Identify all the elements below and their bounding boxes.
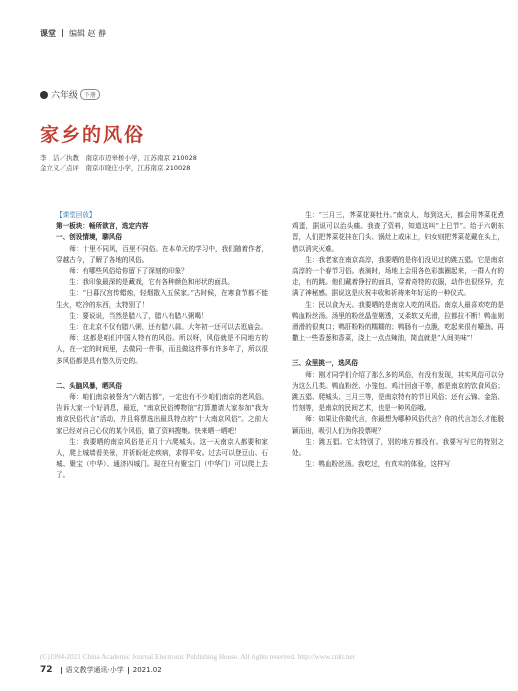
paragraph: 生：“三月三，荠菜花赛牡丹。”南京人，每到这天，都会用荠菜花煮鸡蛋，据说可以治头痛。我查了资料，知道这叫“上巳节”。给于六朝东晋，人们把荠菜花挂在门头、锅灶上或床上，妇女则把荠菜花戴在头上，借以消灾灭难。	[292, 211, 504, 253]
header-divider	[62, 29, 63, 37]
page-footer	[40, 665, 162, 675]
section-heading: 第一板块：畅所欲言，选定内容	[56, 222, 149, 231]
copyright-watermark: (C)1994-2021 China Academic Journal Electronic Publishing House. All rights reserved. http://www.cnki.net	[40, 653, 355, 661]
section-heading: 三、众里挑一，选风俗	[292, 359, 358, 368]
paragraph: 师：如果让你做代言，你最想为哪种风俗代言？你的代言怎么才能脱颖而出，吸引人们为你投票呢？	[292, 415, 504, 435]
paragraph: 生：在北京不仅有腊八粥，还有腊八蒜。大年初一还可以去逛庙会。	[69, 323, 267, 332]
paragraph: 生：民以食为天。我要晒的是南京人吃的风俗。南京人最喜欢吃的是鸭血粉丝汤。汤里的粉丝晶莹剔透，又柔软又光滑，拉都拉不断！鸭血则滑滑的很爽口；鸭肝粉粉的糯糯的；鸭肠有一点脆，吃起来很有嚼劲。再撒上一些香葱和香菜，浇上一点点辣油，简直就是“人间美味”！	[292, 300, 504, 343]
author-line: 李 洁／执教 南京市迈皋桥小学，江苏南京 210028	[40, 154, 197, 162]
grade-text: 六年级	[51, 91, 79, 101]
paragraph: 师：有哪些风俗给你留下了深刻的印象？	[69, 267, 188, 276]
header-section: 课堂	[40, 29, 56, 38]
header-editor: 编辑 赵 静	[69, 29, 107, 38]
author-line: 金立义／点评 南京市晓庄小学，江苏南京 210028	[40, 164, 191, 172]
author-block	[40, 153, 197, 173]
paragraph: 生：跳五猖。它太特别了，别的地方都没有。我要写写它的特别之处。	[292, 437, 504, 458]
paragraph: 师：刚才同学们介绍了那么多的风俗，有没有发现，其实风俗可以分为这么几类。鸭血粉丝、小笼包、鸡汁回卤干等，都是南京的饮食风俗；跳五猖、爬城头、三月三等，是南京特有的节日风俗；还有云锦、金箔、竹刻等，是南京的民间艺术，也是一种风俗哦。	[292, 370, 504, 413]
right-column	[292, 210, 504, 470]
paragraph: 师：十里不同风，百里不同俗。在本单元的学习中，我们随着作者，穿越古今，了解了各地的风俗。	[56, 244, 268, 264]
section-heading: 二、头脑风暴，晒风俗	[56, 381, 122, 390]
paragraph: 生：“日暮汉宫传蜡烛，轻烟散入五侯家。”古时候，在寒食节都不能生火，吃冷的东西，太特别了！	[56, 289, 268, 309]
paragraph: 生：我要晒的南京风俗是正月十六爬城头。这一天南京人都要和家人，爬上城墙看美景，并祈盼赶走疾病，求得平安。过去可以登豆山、石城、聚宝（中华）、通济四城门。现在只有聚宝门（中华门）可以爬上去了。	[56, 437, 268, 480]
section-label: 【课堂回放】	[56, 211, 96, 219]
article-title: 家乡的风俗	[40, 124, 146, 146]
left-column	[56, 210, 268, 482]
paragraph: 生：要说说，当然是腊八了，腊八有腊八粥喝！	[69, 311, 208, 320]
paragraph: 生：我老家在南京高淳，我要晒的是你们没见过的跳五猖。它是南京高淳的一个春节习俗。表演时，场地上会用各色彩旗圈起来，一群人有的走，有的跳。他们戴着狰狞的面具，穿着奇特的衣服，动作也很怪异，充满了神秘感。据说这是庆祝丰收和祈祷来年好运的一种仪式。	[292, 255, 504, 298]
journal-name: 语文教学通讯·小学	[65, 666, 124, 674]
footer-divider	[128, 667, 129, 674]
issue-number: 2021.02	[132, 666, 162, 674]
grade-dot-icon	[40, 91, 48, 99]
paragraph: 生：鸭血粉丝汤。我吃过，有真实的体验，这样写	[305, 460, 451, 469]
paragraph: 师：咱们南京被誉为“六朝古都”，一定也有不少咱们南京的老风俗。告诉大家一个好消息，最近，“南京民俗博物馆”打算邀请大家参加“我为南京民俗代言”活动，并且将票选出最具特点的“十大南京风俗”。之前大家已经对自己心仪的某个风俗，做了资料搜集。快来晒一晒吧！	[56, 393, 268, 435]
grade-label	[40, 88, 100, 101]
paragraph: 师：这都是咱们中国人特有的风俗。所以呀，风俗就是不同地方的人，在一定的时间里，去做同一件事，而且做这件事有许多年了，所以很多风俗都是具有悠久历史的。	[56, 334, 268, 365]
grade-badge: 下册	[80, 89, 100, 100]
running-header	[40, 28, 106, 39]
section-heading: 一、创设情境，聊风俗	[56, 233, 122, 242]
page-number: 72	[40, 665, 53, 675]
footer-divider	[61, 667, 62, 674]
paragraph: 生：我印象最深的是藏戏，它有各种颜色和形状的面具。	[69, 278, 235, 287]
